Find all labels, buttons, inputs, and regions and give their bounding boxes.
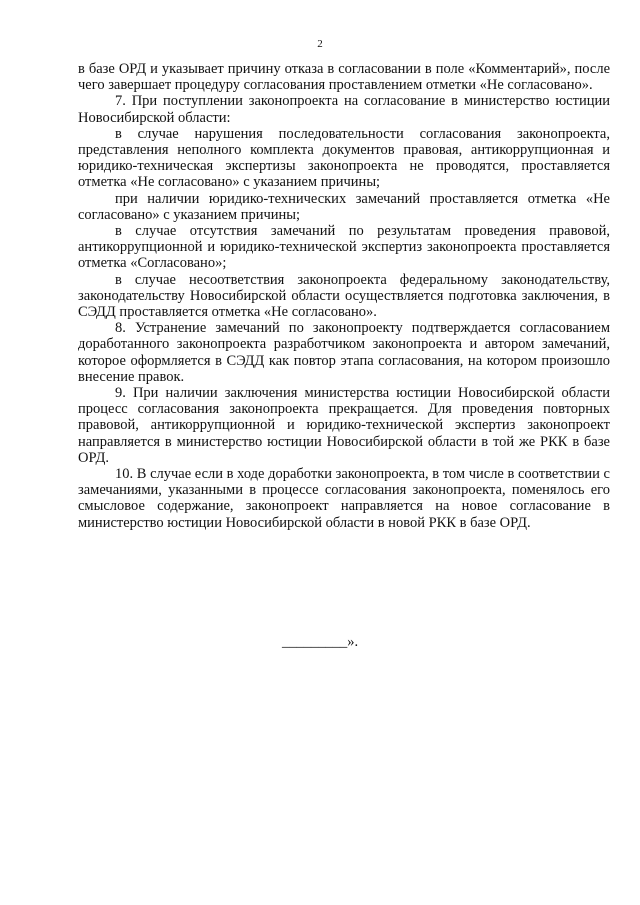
paragraph-item-9: 9. При наличии заключения министерства юстиции Новосибирской области процесс согласования законопроекта прекращается. Для проведения повторных правовой, антикоррупционной и юридико-технической экспертиз законопроект направляется в министерство юстиции Новосибирской области в той же РКК в базе ОРД.: [78, 385, 610, 466]
paragraph-item-7: 7. При поступлении законопроекта на согласование в министерство юстиции Новосибирской области:: [78, 93, 610, 126]
closing-line: _________».: [281, 634, 359, 650]
paragraph-subitem-nonconformity: в случае несоответствия законопроекта федеральному законодательству, законодательству Новосибирской области осуществляется подготовка заключения, в СЭДД проставляется отметка «Не согласовано».: [78, 271, 610, 321]
paragraph-subitem-remarks: при наличии юридико-технических замечаний проставляется отметка «Не согласовано» с указанием причины;: [78, 190, 610, 223]
paragraph-item-8: 8. Устранение замечаний по законопроекту подтверждается согласованием доработанного законопроекта разработчиком законопроекта и автором замечаний, которое оформляется в СЭДД как повтор этапа согласования, на котором произошло внесение правок.: [78, 320, 610, 385]
paragraph-subitem-violation: в случае нарушения последовательности согласования законопроекта, представления неполного комплекта документов правовая, антикоррупционная и юридико-техническая экспертизы законопроекта не проводятся, проставляется отметка «Не согласовано» с указанием причины;: [78, 125, 610, 191]
paragraph-item-10: 10. В случае если в ходе доработки законопроекта, в том числе в соответствии с замечаниями, указанными в процессе согласования законопроекта, поменялось его смысловое содержание, законопроект направляется на новое согласование в министерство юстиции Новосибирской области в новой РКК в базе ОРД.: [78, 466, 610, 531]
document-body: [78, 61, 610, 531]
page-number: 2: [317, 38, 323, 50]
paragraph-continuation: в базе ОРД и указывает причину отказа в согласовании в поле «Комментарий», после чего завершает процедуру согласования проставлением отметки «Не согласовано».: [78, 61, 610, 94]
paragraph-subitem-approved: в случае отсутствия замечаний по результатам проведения правовой, антикоррупционной и юридико-технической экспертиз законопроекта проставляется отметка «Согласовано»;: [78, 223, 610, 272]
